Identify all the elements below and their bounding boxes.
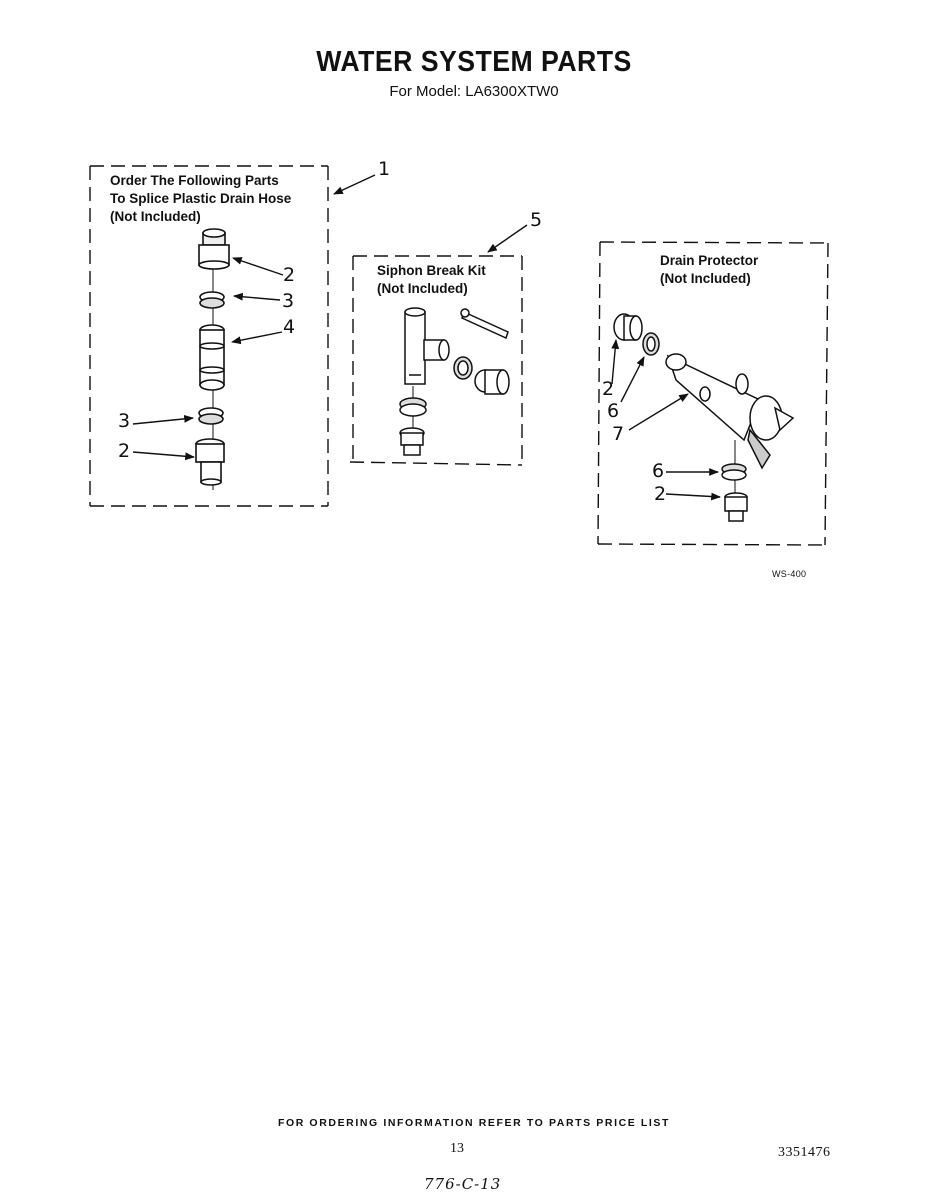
page-title: WATER SYSTEM PARTS: [316, 46, 632, 78]
callout-splice-kit: 1: [378, 158, 391, 180]
callout-splice-adapter-bottom: 2: [118, 440, 131, 462]
page-number: 13: [450, 1141, 464, 1156]
callout-splice-clamp-top: 3: [282, 290, 295, 312]
callout-splice-adapter-top: 2: [283, 264, 296, 286]
callout-splice-coupling: 4: [283, 316, 296, 338]
siphon-break-parts: [400, 308, 509, 455]
splice-kit-line-3: (Not Included): [110, 209, 201, 224]
callout-drain-clamp-top: 6: [607, 400, 620, 422]
callout-drain-clamp-bottom: 6: [652, 460, 665, 482]
drain-protector-parts: [614, 314, 793, 521]
drain-protector-line-2: (Not Included): [660, 271, 751, 286]
handwritten-note: 776-C-13: [424, 1175, 502, 1193]
drain-protector-line-1: Drain Protector: [660, 253, 759, 268]
model-subtitle: For Model: LA6300XTW0: [389, 83, 559, 100]
ordering-note: FOR ORDERING INFORMATION REFER TO PARTS PRICE LIST: [277, 1117, 671, 1129]
callout-splice-clamp-bottom: 3: [118, 410, 131, 432]
splice-kit-line-2: To Splice Plastic Drain Hose: [110, 191, 292, 206]
callout-drain-adapter-top: 2: [602, 378, 615, 400]
callout-siphon-break-kit: 5: [530, 209, 543, 231]
siphon-break-kit-line-2: (Not Included): [377, 281, 468, 296]
figure-code: WS-400: [772, 569, 807, 579]
callout-drain-adapter-bottom: 2: [654, 483, 667, 505]
drain-protector-label: [660, 252, 758, 288]
splice-kit-label: [110, 172, 291, 226]
splice-parts: [196, 229, 229, 490]
siphon-break-kit-line-1: Siphon Break Kit: [377, 263, 486, 278]
document-number: 3351476: [778, 1145, 831, 1160]
splice-kit-line-1: Order The Following Parts: [110, 173, 279, 188]
callout-drain-protector-body: 7: [612, 423, 625, 445]
siphon-break-kit-label: [377, 262, 486, 298]
